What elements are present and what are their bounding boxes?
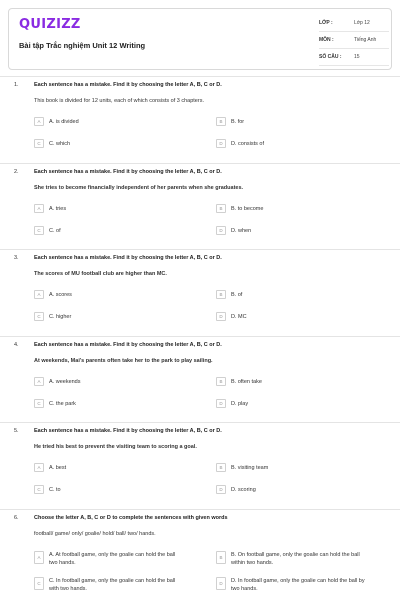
question-1 bbox=[0, 76, 400, 163]
option-letter-box: A bbox=[34, 463, 44, 472]
worksheet-meta bbox=[319, 15, 389, 66]
option-letter-box: C bbox=[34, 577, 44, 590]
question-5 bbox=[0, 422, 400, 509]
question-number: 6. bbox=[14, 514, 19, 521]
option-d[interactable] bbox=[216, 312, 376, 321]
question-sentence: She tries to become financially independent of her parents when she graduates. bbox=[34, 184, 244, 191]
option-letter-box: A bbox=[34, 204, 44, 213]
option-b[interactable] bbox=[216, 463, 376, 472]
option-d[interactable] bbox=[216, 139, 376, 148]
option-c[interactable] bbox=[34, 312, 194, 321]
option-letter-box: C bbox=[34, 485, 44, 494]
option-c[interactable] bbox=[34, 399, 194, 408]
question-2 bbox=[0, 163, 400, 250]
option-text: B. of bbox=[231, 292, 243, 298]
option-text: D. MC bbox=[231, 314, 247, 320]
option-a[interactable] bbox=[34, 463, 194, 472]
option-text: C. the park bbox=[49, 400, 76, 407]
option-letter-box: C bbox=[34, 139, 44, 148]
question-4 bbox=[0, 336, 400, 423]
worksheet-header bbox=[8, 8, 392, 70]
option-letter-box: A bbox=[34, 117, 44, 126]
question-sentence: He tried his best to prevent the visiting team to scoring a goal. bbox=[34, 444, 197, 450]
option-letter-box: D bbox=[216, 577, 226, 590]
meta-value: Lớp 12 bbox=[354, 20, 370, 26]
option-letter-box: D bbox=[216, 399, 226, 408]
option-b[interactable] bbox=[216, 290, 376, 299]
option-text: A. best bbox=[49, 465, 67, 471]
question-sentence: This book is divided for 12 units, each of which consists of 3 chapters. bbox=[34, 98, 204, 104]
option-letter-box: B bbox=[216, 290, 226, 299]
option-text: D. consists of bbox=[231, 141, 265, 147]
option-letter-box: D bbox=[216, 485, 226, 494]
meta-key: LỚP : bbox=[319, 20, 333, 26]
option-b[interactable] bbox=[216, 117, 376, 126]
option-text: D. play bbox=[231, 400, 249, 407]
option-text: B. for bbox=[231, 119, 245, 125]
option-text: D. In football game, only the goalie can hold the ball by two hands. bbox=[231, 577, 365, 592]
option-letter-box: B bbox=[216, 463, 226, 472]
option-a[interactable] bbox=[34, 377, 194, 386]
option-d[interactable] bbox=[216, 576, 366, 593]
option-letter-box: B bbox=[216, 204, 226, 213]
option-letter-box: B bbox=[216, 377, 226, 386]
option-letter-box: B bbox=[216, 117, 226, 126]
option-text: B. On football game, only the goalie can hold the ball within two hands. bbox=[231, 551, 360, 566]
question-list bbox=[0, 76, 400, 595]
option-text: D. scoring bbox=[231, 487, 256, 493]
option-b[interactable] bbox=[216, 377, 376, 386]
question-number: 1. bbox=[14, 82, 19, 88]
option-letter-box: D bbox=[216, 312, 226, 321]
option-c[interactable] bbox=[34, 139, 194, 148]
option-b[interactable] bbox=[216, 204, 376, 213]
option-d[interactable] bbox=[216, 226, 376, 235]
option-text: A. is divided bbox=[49, 119, 79, 125]
meta-value: Tiếng Anh bbox=[354, 37, 377, 43]
option-letter-box: A bbox=[34, 290, 44, 299]
option-text: A. tries bbox=[49, 205, 67, 212]
question-number: 4. bbox=[14, 341, 19, 348]
option-text: B. to become bbox=[231, 205, 264, 212]
question-prompt: Each sentence has a mistake. Find it by choosing the letter A, B, C or D. bbox=[34, 428, 222, 434]
worksheet-title: Bài tập Trắc nghiệm Unit 12 Writing bbox=[19, 41, 146, 50]
option-text: B. often take bbox=[231, 378, 262, 385]
question-prompt: Each sentence has a mistake. Find it by choosing the letter A, B, C or D. bbox=[34, 255, 222, 261]
meta-key: SỐ CÂU : bbox=[319, 54, 342, 60]
meta-key: MÔN : bbox=[319, 37, 334, 43]
option-letter-box: D bbox=[216, 139, 226, 148]
option-letter-box: D bbox=[216, 226, 226, 235]
question-prompt: Choose the letter A, B, C or D to complete the sentences with given words bbox=[34, 514, 228, 521]
question-number: 3. bbox=[14, 255, 19, 261]
option-letter-box: C bbox=[34, 226, 44, 235]
question-prompt: Each sentence has a mistake. Find it by choosing the letter A, B, C or D. bbox=[34, 168, 222, 175]
question-sentence: football/ game/ only/ goalie/ hold/ ball/ two/ hands. bbox=[34, 530, 156, 537]
option-c[interactable] bbox=[34, 485, 194, 494]
question-prompt: Each sentence has a mistake. Find it by choosing the letter A, B, C or D. bbox=[34, 341, 222, 348]
meta-row-subject bbox=[319, 32, 389, 49]
option-letter-box: C bbox=[34, 399, 44, 408]
option-text: A. At football game, only the goalie can hold the ball two hands. bbox=[49, 551, 176, 566]
question-3 bbox=[0, 249, 400, 336]
option-text: C. higher bbox=[49, 314, 72, 320]
option-c[interactable] bbox=[34, 226, 194, 235]
option-text: C. to bbox=[49, 487, 61, 493]
question-number: 5. bbox=[14, 428, 19, 434]
option-text: B. visiting team bbox=[231, 465, 269, 471]
option-letter-box: C bbox=[34, 312, 44, 321]
meta-row-question-count bbox=[319, 49, 389, 66]
question-number: 2. bbox=[14, 168, 19, 175]
option-d[interactable] bbox=[216, 485, 376, 494]
option-a[interactable] bbox=[34, 550, 184, 567]
option-c[interactable] bbox=[34, 576, 184, 593]
option-letter-box: B bbox=[216, 551, 226, 564]
option-a[interactable] bbox=[34, 290, 194, 299]
option-a[interactable] bbox=[34, 117, 194, 126]
option-b[interactable] bbox=[216, 550, 366, 567]
meta-row-class bbox=[319, 15, 389, 32]
question-prompt: Each sentence has a mistake. Find it by choosing the letter A, B, C or D. bbox=[34, 82, 222, 88]
option-text: A. weekends bbox=[49, 378, 81, 385]
option-text: C. which bbox=[49, 141, 71, 147]
question-6 bbox=[0, 509, 400, 596]
quizizz-logo: QUIZIZZ bbox=[19, 17, 81, 32]
option-a[interactable] bbox=[34, 204, 194, 213]
option-text: A. scores bbox=[49, 292, 72, 298]
option-letter-box: A bbox=[34, 551, 44, 564]
option-text: C. of bbox=[49, 227, 61, 234]
meta-value: 15 bbox=[354, 54, 360, 60]
option-letter-box: A bbox=[34, 377, 44, 386]
question-sentence: The scores of MU football club are higher than MC. bbox=[34, 271, 167, 277]
option-text: D. when bbox=[231, 227, 252, 234]
option-d[interactable] bbox=[216, 399, 376, 408]
question-sentence: At weekends, Mai's parents often take her to the park to play sailing. bbox=[34, 357, 213, 364]
option-text: C. In football game, only the goalie can hold the ball with two hands. bbox=[49, 577, 176, 592]
